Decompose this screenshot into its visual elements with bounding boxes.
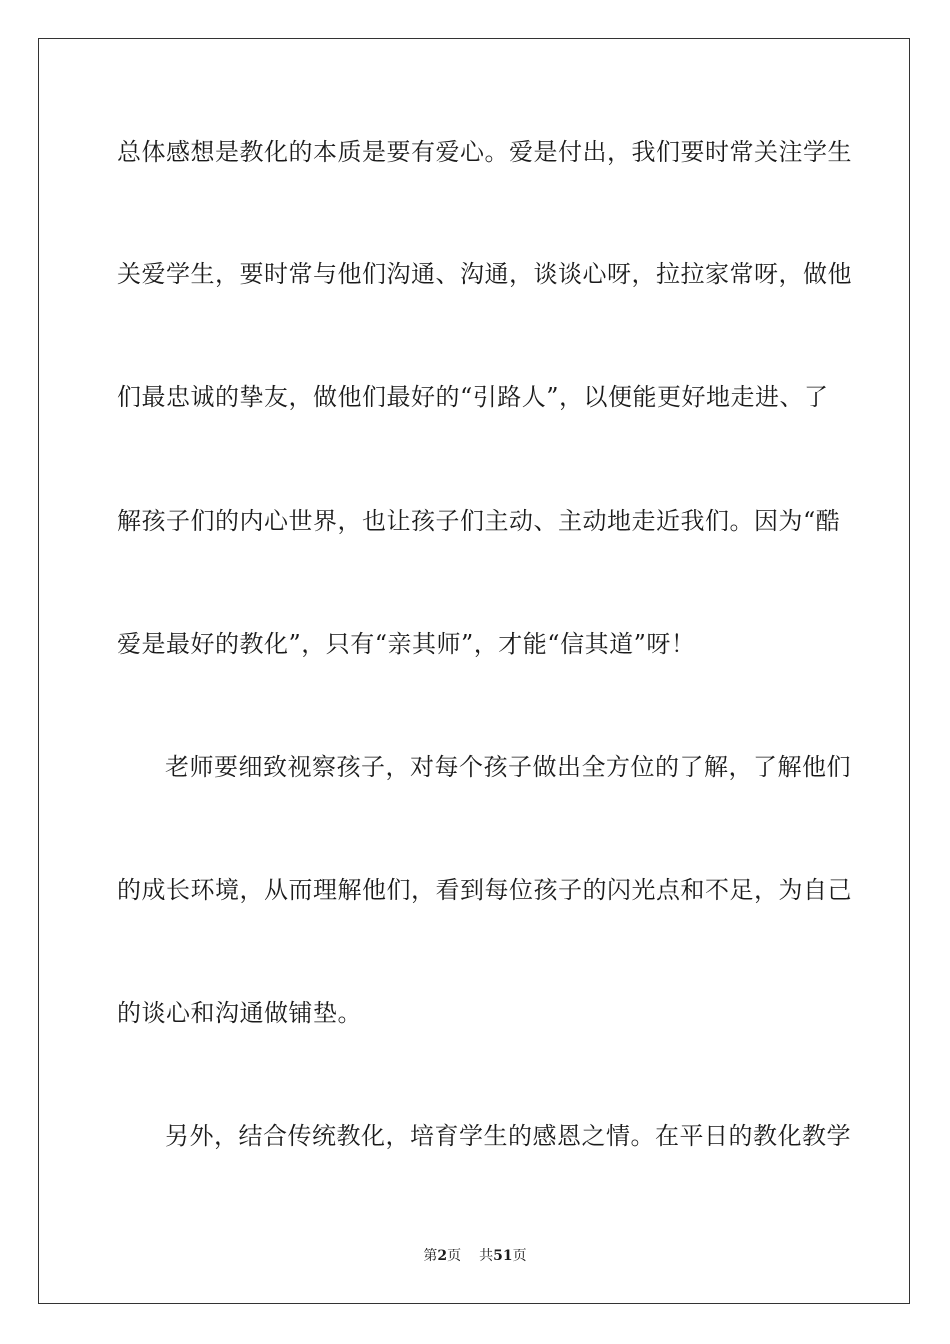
page-current: 2 [437,1248,448,1264]
paragraph-line: 总体感想是教化的本质是要有爱心。爱是付出，我们要时常关注学生 [117,138,852,166]
paragraph-line: 解孩子们的内心世界，也让孩子们主动、主动地走近我们。因为“酷 [117,507,841,535]
paragraph-line: 另外，结合传统教化，培育学生的感恩之情。在平日的教化教学 [165,1122,851,1150]
page-footer [0,1246,950,1266]
total-suffix: 页 [512,1248,527,1264]
page-border [38,38,910,1304]
paragraph-line: 老师要细致视察孩子，对每个孩子做出全方位的了解，了解他们 [165,753,851,781]
paragraph-line: 们最忠诚的挚友，做他们最好的“引路人”，以便能更好地走进、了 [117,383,829,411]
page-suffix: 页 [447,1248,462,1264]
total-prefix: 共 [479,1248,494,1264]
paragraph-line: 的成长环境，从而理解他们，看到每位孩子的闪光点和不足，为自己 [117,876,852,904]
paragraph-line: 的谈心和沟通做铺垫。 [117,999,362,1027]
paragraph-line: 关爱学生，要时常与他们沟通、沟通，谈谈心呀，拉拉家常呀，做他 [117,260,852,288]
page-total: 51 [493,1248,513,1264]
page-prefix: 第 [423,1248,438,1264]
paragraph-line: 爱是最好的教化”，只有“亲其师”，才能“信其道”呀！ [117,630,696,658]
